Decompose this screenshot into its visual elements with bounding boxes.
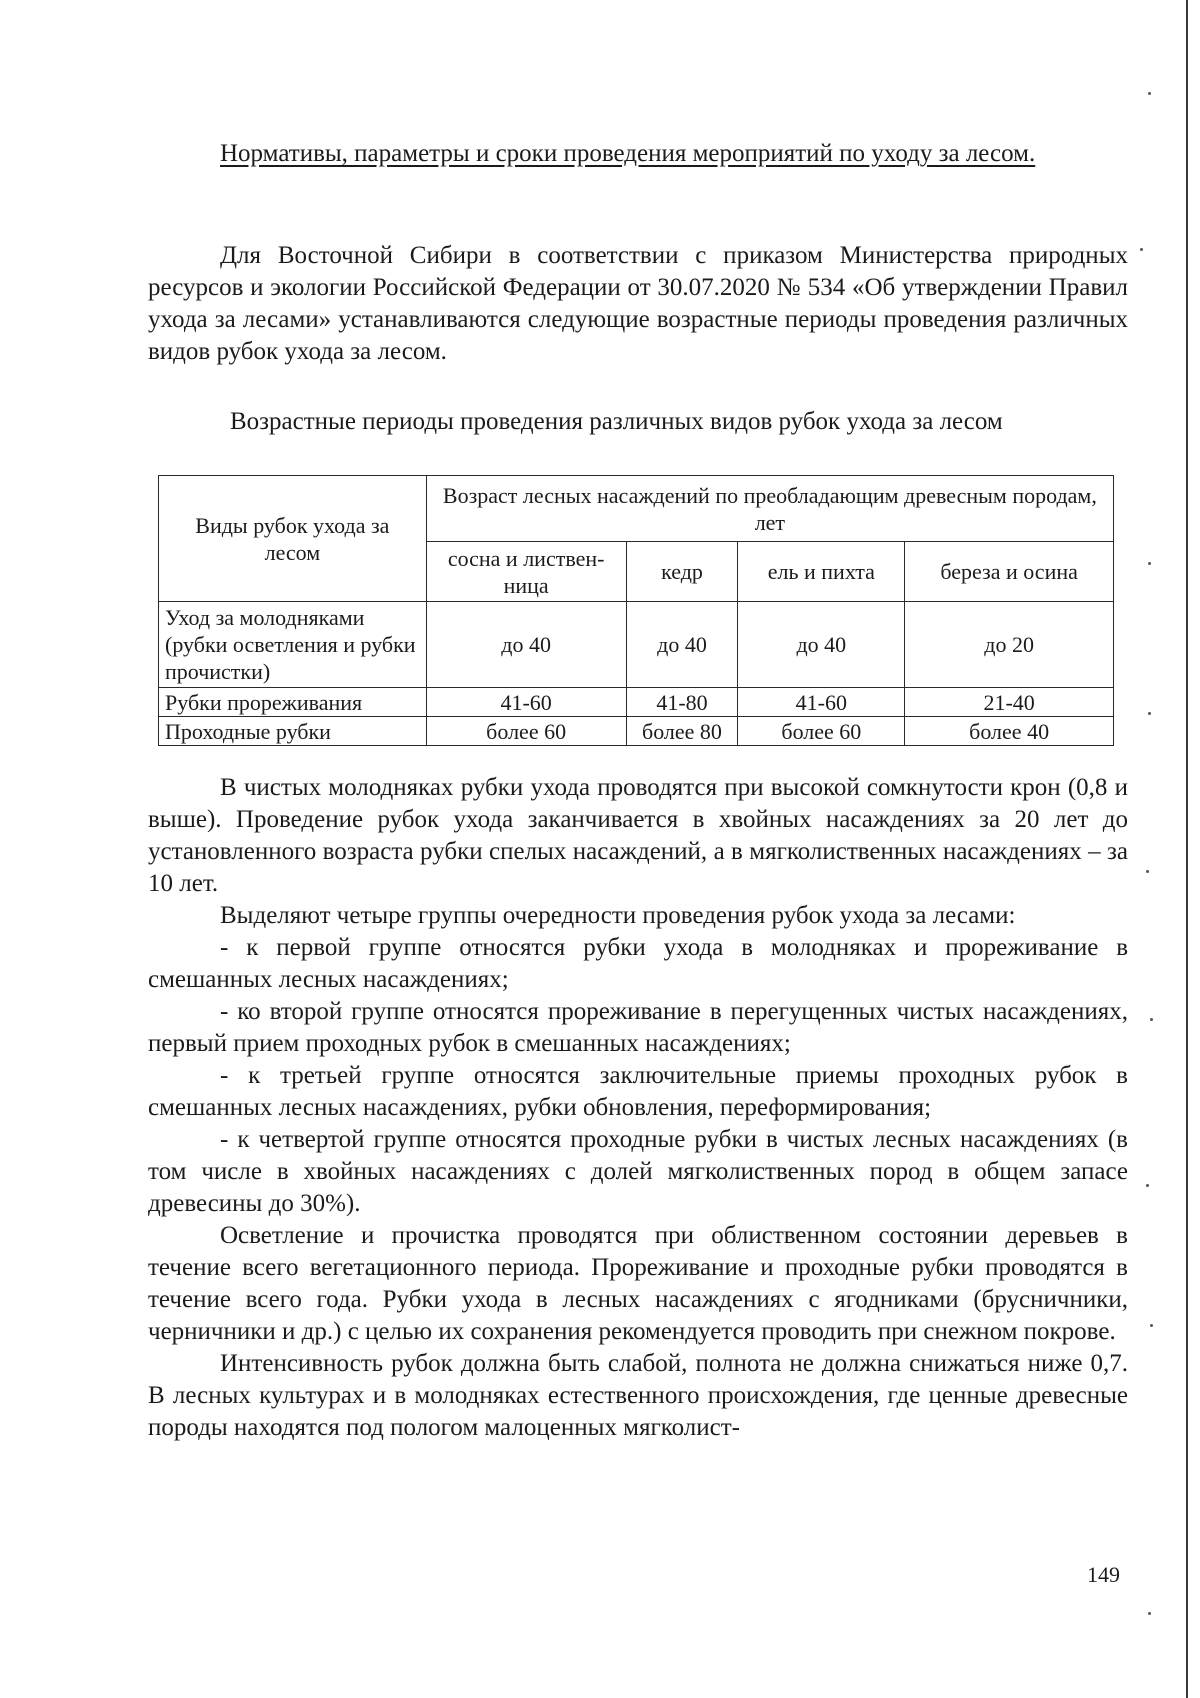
table-header-species: сосна и листвен-ница <box>426 542 626 602</box>
paragraph: Выделяют четыре группы очередности проведения рубок ухода за лесами: <box>220 902 1016 929</box>
section-heading <box>148 138 1128 170</box>
scan-speck <box>1140 248 1143 251</box>
table-header-age: Возраст лесных насаждений по преобладающим древесным породам, лет <box>426 476 1113 542</box>
table-cell: более 80 <box>626 717 738 746</box>
table-cell: 41-60 <box>426 688 626 717</box>
table-cell: 21-40 <box>905 688 1114 717</box>
scan-edge-line <box>1186 0 1188 1698</box>
table-header-species: береза и осина <box>905 542 1114 602</box>
table-cell: до 40 <box>738 602 905 688</box>
scan-speck <box>1150 1324 1153 1327</box>
table-header-types: Виды рубок ухода за лесом <box>159 476 427 602</box>
scan-speck <box>1146 1184 1149 1187</box>
scan-speck <box>1148 92 1151 95</box>
list-item: - к третьей группе относятся заключительные приемы проходных рубок в смешанных лесных насаждениях, рубки обновления, переформирования; <box>148 1062 1128 1121</box>
intro-text: Для Восточной Сибири в соответствии с приказом Министерства природных ресурсов и экологии Российской Федерации от 30.07.2020 № 534 «Об утверждении Правил ухода за лесами» устанавливаются следующие возрастные периоды проведения различных видов рубок ухода за лесом. <box>148 242 1128 365</box>
table-header-species: кедр <box>626 542 738 602</box>
scan-speck <box>1150 1018 1153 1021</box>
table-cell: 41-80 <box>626 688 738 717</box>
table-cell: до 20 <box>905 602 1114 688</box>
list-item: - к четвертой группе относятся проходные рубки в чистых лесных насаждениях (в том числе в хвойных насаждениях с долей мягколиственных пород в общем запасе древесины до 30%). <box>148 1126 1128 1217</box>
paragraph: В чистых молодняках рубки ухода проводятся при высокой сомкнутости крон (0,8 и выше). Проведение рубок ухода заканчивается в хвойных насаждениях за 20 лет до установленного возраста рубки спелых насаждений, а в мягколиственных насаждениях – за 10 лет. <box>148 774 1128 897</box>
body-text <box>148 772 1128 1444</box>
table-row <box>159 602 1114 688</box>
list-item: - к первой группе относятся рубки ухода в молодняках и прореживание в смешанных лесных насаждениях; <box>148 934 1128 993</box>
page-number: 149 <box>1087 1562 1120 1587</box>
table-row <box>159 688 1114 717</box>
list-item: - ко второй группе относятся прореживание в перегущенных чистых насаждениях, первый прием проходных рубок в смешанных насаждениях; <box>148 998 1128 1057</box>
age-periods-table <box>158 475 1114 746</box>
table-caption: Возрастные периоды проведения различных видов рубок ухода за лесом <box>230 408 1003 435</box>
table-cell: до 40 <box>426 602 626 688</box>
paragraph: Интенсивность рубок должна быть слабой, полнота не должна снижаться ниже 0,7. В лесных культурах и в молодняках естественного происхождения, где ценные древесные породы находятся под пологом малоценных мягколист- <box>148 1350 1128 1441</box>
intro-paragraph <box>148 240 1128 368</box>
table-cell: более 40 <box>905 717 1114 746</box>
scan-speck <box>1146 870 1149 873</box>
table-cell: более 60 <box>426 717 626 746</box>
scan-speck <box>1148 1612 1151 1615</box>
table-cell: 41-60 <box>738 688 905 717</box>
row-label: Проходные рубки <box>159 717 427 746</box>
row-label: Рубки прореживания <box>159 688 427 717</box>
scan-speck <box>1148 712 1151 715</box>
scan-speck <box>1148 562 1151 565</box>
heading-text: Нормативы, параметры и сроки проведения мероприятий по уходу за лесом. <box>220 140 1036 167</box>
table-cell: до 40 <box>626 602 738 688</box>
table-row <box>159 717 1114 746</box>
table-cell: более 60 <box>738 717 905 746</box>
paragraph: Осветление и прочистка проводятся при облиственном состоянии деревьев в течение всего вегетационного периода. Прореживание и проходные рубки проводятся в течение всего года. Рубки ухода в лесных насаждениях с ягодниками (брусничники, черничники и др.) с целью их сохранения рекомендуется проводить при снежном покрове. <box>148 1222 1128 1345</box>
row-label: Уход за молодняками (рубки осветления и рубки прочистки) <box>159 602 427 688</box>
table-header-species: ель и пихта <box>738 542 905 602</box>
